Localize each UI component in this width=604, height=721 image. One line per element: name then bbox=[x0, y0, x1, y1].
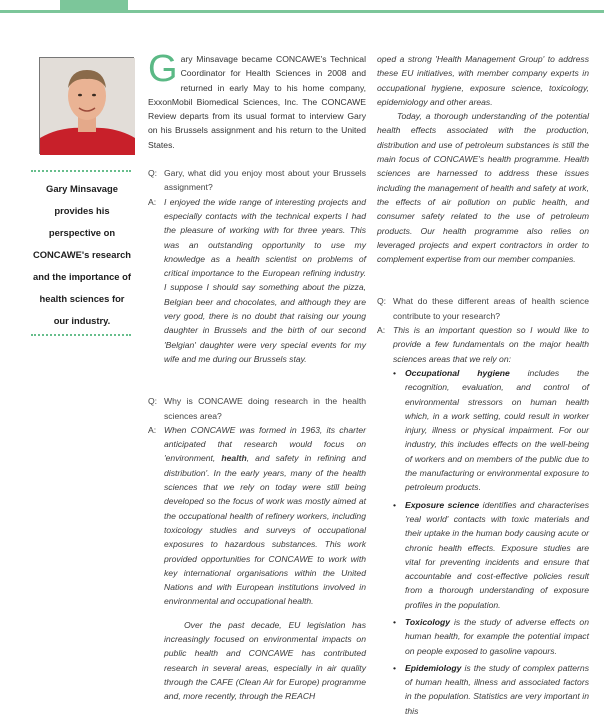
answer-2-paragraph-3: Today, a thorough understanding of the potential health effects associated with the production, distribution and use of petroleum substances is still the main focus of CONCAWE's health programme. Health sciences are harnessed to address these issues including the management of health and safety at work, the effects of air pollution on public health, and consumer safety related to the use of petroleum products. Our health programme also relies on leveraged projects and expert contractors in order to complement expertise from our member companies. bbox=[377, 111, 589, 265]
question-text: Why is CONCAWE doing research in the health sciences area? bbox=[164, 396, 366, 421]
list-term: Occupational hygiene bbox=[405, 367, 510, 378]
a-label: A: bbox=[148, 196, 157, 207]
question-2 bbox=[148, 394, 366, 423]
header-rule bbox=[0, 10, 604, 13]
list-text: includes the recognition, evaluation, and control of environmental stressors on human health which, in a work setting, could result in worker injury, illness or physical impairment. For our industry, this includes effects on the well-being of workers and on members of the public due to the manufacturing or environmental exposure to petroleum products. bbox=[405, 367, 589, 493]
answer-text: This is an important question so I would like to provide a few fundamentals on the major health sciences areas that we rely on: bbox=[393, 325, 589, 364]
answer-2-paragraph-2: Over the past decade, EU legislation has increasingly focused on environmental impacts on public health and CONCAWE has contributed research in several areas, especially in air quality through the CAFE (Clean Air for Europe) programme and, more recently, through the REACH bbox=[164, 619, 366, 702]
article-column-left bbox=[148, 48, 366, 703]
list-item bbox=[393, 661, 589, 718]
drop-cap: G bbox=[148, 48, 178, 90]
portrait-photo bbox=[39, 57, 134, 154]
answer-2-paragraph-2-continued: oped a strong 'Health Management Group' to address these EU initiatives, with member company experts in occupational hygiene, exposure science, toxicology, epidemiology and other areas. bbox=[377, 54, 589, 107]
list-term: Epidemiology bbox=[405, 662, 462, 673]
divider-dotted-top bbox=[31, 170, 131, 172]
caption-line: CONCAWE's research bbox=[32, 249, 132, 260]
question-3 bbox=[377, 294, 589, 323]
article-column-right bbox=[377, 52, 589, 721]
list-text: is the study of complex patterns of human health, illness and associated factors in the population. Statistics are very important in this bbox=[405, 662, 589, 716]
answer-text-part: , and safety in refining and distribution'. In the early years, many of the health sciences that we rely on today were still being developed so the focus of work was mostly aimed at the occupational health of refinery workers, including toxicology studies and surveys of occupational exposures to hazardous substances. This work provided opportunities for CONCAWE to work with key international organisations within the United Nations and with European institutions involved in environmental and occupational health. bbox=[164, 453, 366, 607]
caption-line: and the importance of bbox=[33, 271, 131, 282]
answer-text: I enjoyed the wide range of interesting projects and especially contacts with the technical experts I had the pleasure of working with for three years. This was an outstanding opportunity to use my knowledge as a health scientist on problems of critical importance to the European refining industry. I suppose I should say something about the pizza, Belgian beer and chocolates, and although they are very good, there is no doubt that raising our young daughter in Brussels and the birth of our second 'Belgian' daughter were very special events for my wife and me during our Brussels stay. bbox=[164, 196, 366, 364]
caption-line: health sciences for bbox=[39, 293, 125, 304]
caption-line: our industry. bbox=[53, 315, 111, 326]
answer-1 bbox=[148, 195, 366, 367]
list-item bbox=[393, 366, 589, 495]
answer-text bbox=[164, 423, 366, 609]
list-term: Exposure science bbox=[405, 499, 480, 510]
answer-3 bbox=[377, 323, 589, 366]
answer-2 bbox=[148, 423, 366, 609]
caption-line: perspective on bbox=[48, 227, 116, 238]
list-item bbox=[393, 498, 589, 612]
divider-dotted-bottom bbox=[31, 334, 131, 336]
header-bar bbox=[0, 0, 604, 14]
answer-text-part: When CONCAWE was formed in 1963, its charter anticipated that research would focus on 'environment, bbox=[164, 424, 366, 464]
question-1 bbox=[148, 166, 366, 195]
caption-line: Gary Minsavage bbox=[46, 183, 118, 194]
question-text: What do these different areas of health science contribute to your research? bbox=[393, 296, 589, 321]
caption-line: provides his bbox=[54, 205, 110, 216]
intro-text: ary Minsavage became CONCAWE's Technical Coordinator for Health Sciences in 2008 and returned in early May to his home company, ExxonMobil Biomedical Sciences, Inc. The CONCAWE Review departs from its usual format to interview Gary on his Brussels assignment and his return to the United States. bbox=[148, 54, 366, 150]
health-areas-list bbox=[393, 366, 589, 718]
list-text: is the study of adverse effects on human health, for example the potential impact on people exposed to gasoline vapours. bbox=[405, 616, 589, 656]
q-label: Q: bbox=[148, 396, 158, 407]
a-label: A: bbox=[377, 325, 386, 336]
list-text: identifies and characterises 'real world' contacts with toxic materials and their uptake in the human body causing acute or chronic health effects. Exposure studies are vital for preventing incidents and ensure that accountable and cost-effective policies result from a thorough understanding of exposure profiles in the population. bbox=[405, 499, 589, 610]
q-label: Q: bbox=[148, 168, 158, 179]
sidebar-caption bbox=[28, 178, 136, 332]
intro-paragraph bbox=[148, 48, 366, 152]
answer-emphasis: health bbox=[221, 453, 247, 464]
a-label: A: bbox=[148, 424, 157, 435]
list-term: Toxicology bbox=[405, 616, 451, 627]
list-item bbox=[393, 615, 589, 658]
question-text: Gary, what did you enjoy most about your Brussels assignment? bbox=[164, 168, 366, 193]
q-label: Q: bbox=[377, 296, 387, 307]
